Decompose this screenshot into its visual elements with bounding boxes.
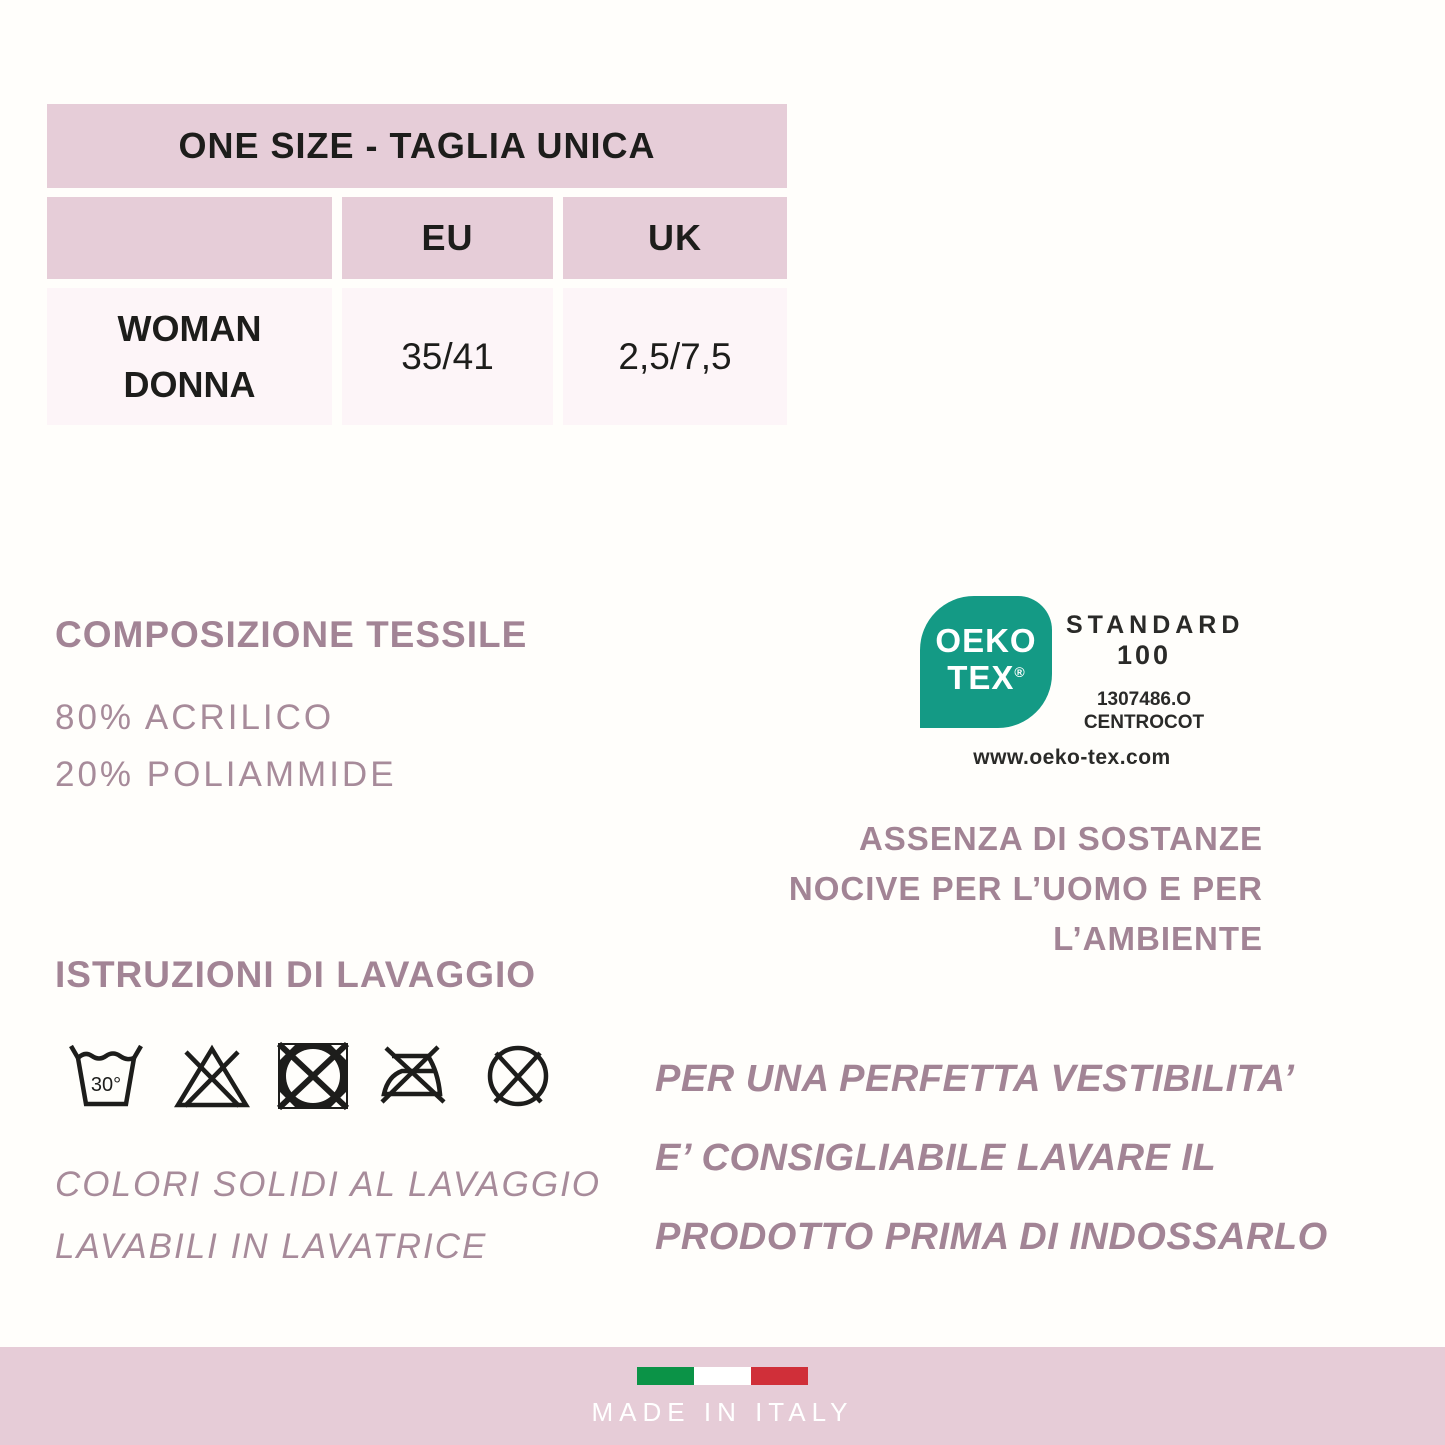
italian-flag-icon <box>637 1367 809 1385</box>
size-table <box>47 104 787 425</box>
oeko-claim-line2: NOCIVE PER L’UOMO E PER <box>788 870 1263 907</box>
size-table-row-label <box>47 288 332 425</box>
composition-item-2: 20% POLIAMMIDE <box>55 755 397 794</box>
oeko-claim-line1: ASSENZA DI SOSTANZE <box>858 820 1263 857</box>
oeko-tex-logo-icon <box>920 596 1052 728</box>
oeko-standard-word: STANDARD <box>1066 611 1245 639</box>
size-table-col-uk: UK <box>563 197 787 279</box>
fitting-advice-line2: E’ CONSIGLIABILE LAVARE IL <box>655 1137 1217 1179</box>
flag-white-stripe <box>694 1367 751 1385</box>
fitting-advice-line3: PRODOTTO PRIMA DI INDOSSARLO <box>655 1216 1328 1258</box>
oeko-word-1: OEKO <box>935 621 1037 659</box>
footer-bar <box>0 1347 1445 1445</box>
size-table-corner-cell <box>47 197 332 279</box>
size-table-row-label-line1: WOMAN <box>117 307 262 349</box>
flag-green-stripe <box>637 1367 694 1385</box>
composition-heading: COMPOSIZIONE TESSILE <box>55 614 528 655</box>
machine-wash-30-icon <box>64 1040 148 1112</box>
do-not-dry-clean-icon <box>480 1040 556 1112</box>
oeko-certificate-number: 1307486.O <box>1096 689 1192 710</box>
fitting-advice-line1: PER UNA PERFETTA VESTIBILITA’ <box>655 1058 1295 1100</box>
washing-note-line1: COLORI SOLIDI AL LAVAGGIO <box>55 1165 602 1204</box>
oeko-tex-logo-row <box>920 596 1245 734</box>
oeko-standard-number: 100 <box>1116 640 1172 670</box>
washing-note-line2: LAVABILI IN LAVATRICE <box>55 1227 488 1266</box>
care-symbols <box>64 1040 556 1112</box>
size-table-eu-value: 35/41 <box>342 288 553 425</box>
washing-notes <box>55 1154 601 1278</box>
oeko-standard-block <box>1066 596 1245 734</box>
svg-text:30°: 30° <box>90 1074 122 1096</box>
size-table-title: ONE SIZE - TAGLIA UNICA <box>47 104 787 188</box>
washing-heading: ISTRUZIONI DI LAVAGGIO <box>55 954 537 995</box>
oeko-website: www.oeko-tex.com <box>973 746 1171 769</box>
fitting-advice <box>655 1040 1328 1277</box>
oeko-claim-line3: L’AMBIENTE <box>1053 920 1263 957</box>
oeko-institute: CENTROCOT <box>1083 712 1205 733</box>
size-table-col-eu: EU <box>342 197 553 279</box>
flag-red-stripe <box>751 1367 808 1385</box>
do-not-iron-icon <box>374 1040 456 1112</box>
size-table-row-label-line2: DONNA <box>123 363 256 405</box>
size-table-uk-value: 2,5/7,5 <box>563 288 787 425</box>
oeko-tex-certification <box>920 596 1245 770</box>
do-not-tumble-dry-icon <box>276 1040 350 1112</box>
oeko-claim <box>789 814 1263 964</box>
made-in-italy-label: MADE IN ITALY <box>591 1397 854 1427</box>
registered-trademark-icon: ® <box>1014 663 1025 680</box>
composition-item-1: 80% ACRILICO <box>55 698 335 737</box>
do-not-bleach-icon <box>172 1040 252 1112</box>
oeko-word-2: TEX® <box>947 658 1025 696</box>
